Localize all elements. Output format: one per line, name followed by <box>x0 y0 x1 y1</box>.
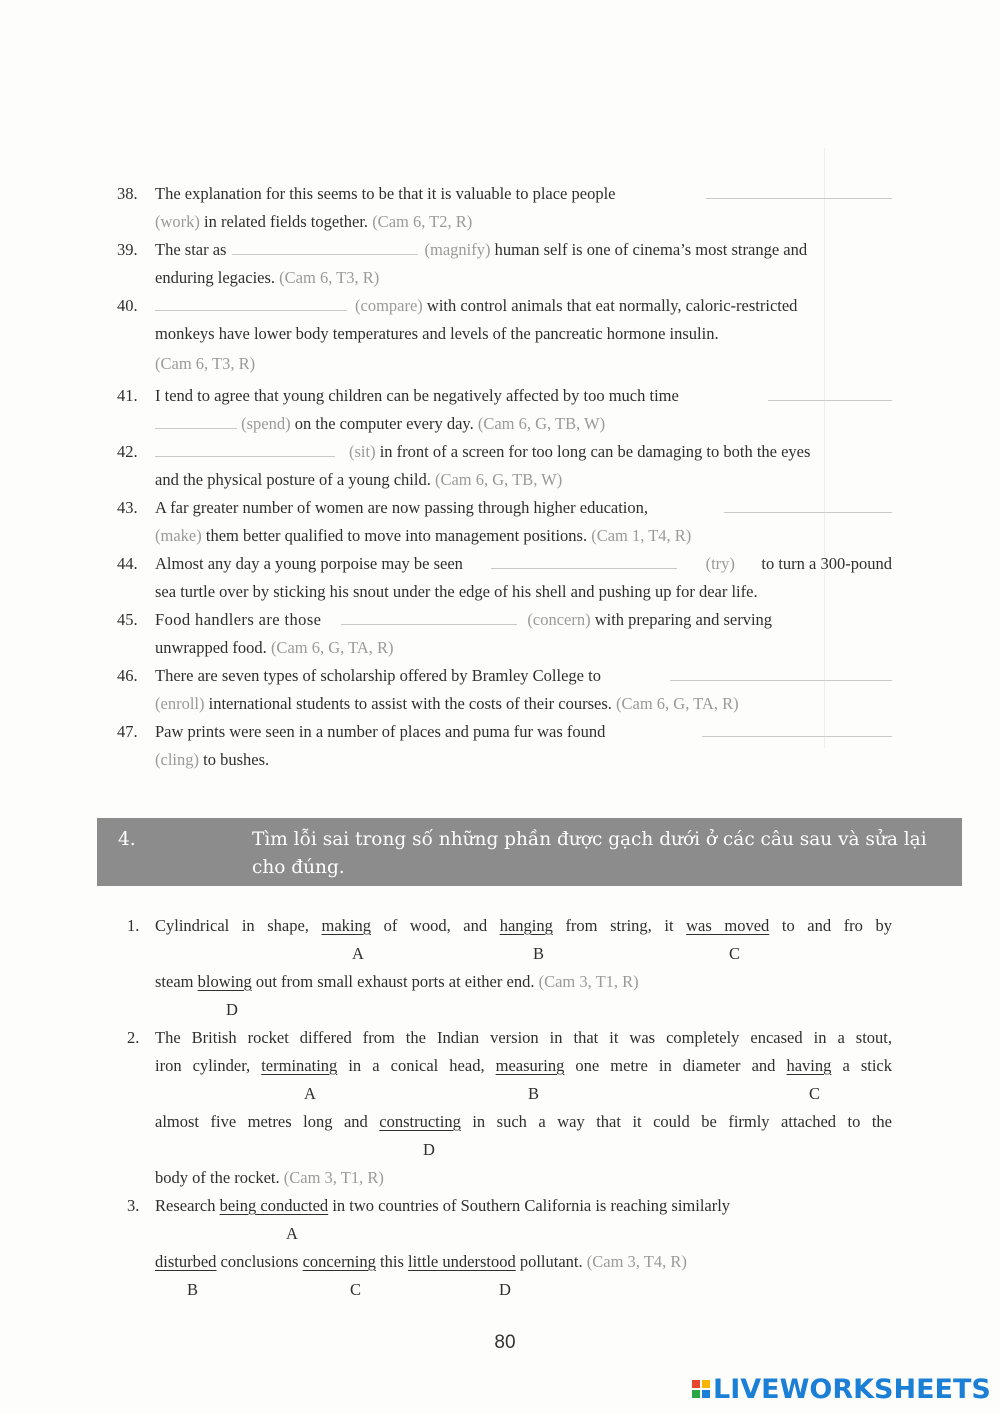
underlined-option-c[interactable]: having <box>786 1056 832 1075</box>
option-letter: D <box>499 1280 511 1299</box>
underlined-option-d[interactable]: constructing <box>379 1112 461 1131</box>
question-42: 42. (sit) in front of a screen for too long can be damaging to both the eyes and the physical posture of a young child. (Cam 6, G, TB, W) <box>155 438 892 494</box>
question-41: 41. I tend to agree that young children can be negatively affected by too much time (spend) on the computer every day. (Cam 6, G, TB, W) <box>155 382 892 438</box>
underlined-option-a[interactable]: terminating <box>261 1056 338 1075</box>
option-letter: A <box>286 1224 298 1243</box>
option-letters <box>155 996 892 1024</box>
answer-blank[interactable] <box>706 181 892 199</box>
option-letter: A <box>304 1084 316 1103</box>
question-45: 45. Food handlers are those (concern) with preparing and serving unwrapped food. (Cam 6, G, TA, R) <box>155 606 892 662</box>
option-letters <box>155 1220 892 1248</box>
underlined-option-b[interactable]: disturbed <box>155 1252 217 1271</box>
error-correction-list <box>0 912 1000 1304</box>
question-38: 38. The explanation for this seems to be that it is valuable to place people (work) in related fields together. (Cam 6, T2, R) <box>155 180 892 236</box>
question-40: 40. (compare) with control animals that eat normally, caloric-restricted monkeys have lower body temperatures and levels of the pancreatic hormone insulin. (Cam 6, T3, R) <box>155 292 892 378</box>
logo-square <box>692 1380 700 1388</box>
option-letter: D <box>423 1140 435 1159</box>
brand-name: LIVEWORKSHEETS <box>713 1373 991 1405</box>
page-number: 80 <box>494 1332 516 1353</box>
option-letter: B <box>187 1280 199 1299</box>
question-46: 46. There are seven types of scholarship offered by Bramley College to (enroll) international students to assist with the costs of their courses. (Cam 6, G, TA, R) <box>155 662 892 718</box>
exercise-3-list <box>0 180 1000 774</box>
answer-blank[interactable] <box>670 663 892 681</box>
error-question-3: 3. Research being conducted in two countries of Southern California is reaching similarly A disturbed conclusions concerning this little understood pollutant. (Cam 3, T4, R) B C D <box>155 1192 892 1304</box>
underlined-option-a[interactable]: being conducted <box>219 1196 329 1215</box>
option-letter: C <box>809 1084 821 1103</box>
error-question-1: 1. Cylindrical in shape, making of wood, and hanging from string, it was moved to and fro by A B C steam blowing out from small exhaust ports at either end. (Cam 3, T1, R) D <box>155 912 892 1024</box>
answer-blank[interactable] <box>232 237 418 255</box>
option-letters <box>155 1276 892 1304</box>
option-letter: A <box>352 944 364 963</box>
answer-blank[interactable] <box>155 293 347 311</box>
question-39: 39. The star as (magnify) human self is one of cinema’s most strange and enduring legacies. (Cam 6, T3, R) <box>155 236 892 292</box>
answer-blank[interactable] <box>341 607 517 625</box>
option-letters <box>155 1136 892 1164</box>
answer-blank[interactable] <box>155 411 237 429</box>
underlined-option-c[interactable]: concerning <box>302 1252 376 1271</box>
error-question-2: 2. The British rocket differed from the Indian version in that it was completely encased in a stout, iron cylinder, terminating in a conical head, measuring one metre in diameter and having a stick A B C almost five metres long and constructing in such a way that it could be firmly attached to the D body of the rocket. (Cam 3, T1, R) <box>127 1028 892 1187</box>
answer-blank[interactable] <box>702 719 892 737</box>
liveworksheets-brand[interactable] <box>692 1372 991 1406</box>
answer-blank[interactable] <box>768 383 892 401</box>
underlined-option-c[interactable]: was moved <box>686 916 770 935</box>
option-letter: C <box>729 944 741 963</box>
question-47: 47. Paw prints were seen in a number of places and puma fur was found (cling) to bushes. <box>155 718 892 774</box>
option-letter: B <box>533 944 545 963</box>
liveworksheets-logo-icon <box>692 1380 710 1398</box>
question-43: 43. A far greater number of women are now passing through higher education, (make) them better qualified to move into management positions. (Cam 1, T4, R) <box>155 494 892 550</box>
option-letter: B <box>528 1084 540 1103</box>
underlined-option-d[interactable]: blowing <box>197 972 252 991</box>
logo-square <box>702 1380 710 1388</box>
option-letters <box>155 940 892 968</box>
answer-blank[interactable] <box>491 551 677 569</box>
answer-blank[interactable] <box>155 439 335 457</box>
logo-square <box>692 1390 700 1398</box>
option-letter: D <box>226 1000 238 1019</box>
answer-blank[interactable] <box>724 495 892 513</box>
logo-square <box>702 1390 710 1398</box>
option-letters <box>155 1080 892 1108</box>
underlined-option-a[interactable]: making <box>321 916 371 935</box>
underlined-option-b[interactable]: measuring <box>495 1056 565 1075</box>
underlined-option-b[interactable]: hanging <box>499 916 553 935</box>
section-4-heading: 4. Tìm lỗi sai trong số những phần được gạch dưới ở các câu sau và sửa lại cho đúng. <box>97 818 962 886</box>
option-letter: C <box>350 1280 362 1299</box>
question-44: 44. Almost any day a young porpoise may be seen (try) to turn a 300-pound sea turtle over by sticking his snout under the edge of his shell and pushing up for dear life. <box>155 550 892 606</box>
underlined-option-d[interactable]: little understood <box>408 1252 516 1271</box>
